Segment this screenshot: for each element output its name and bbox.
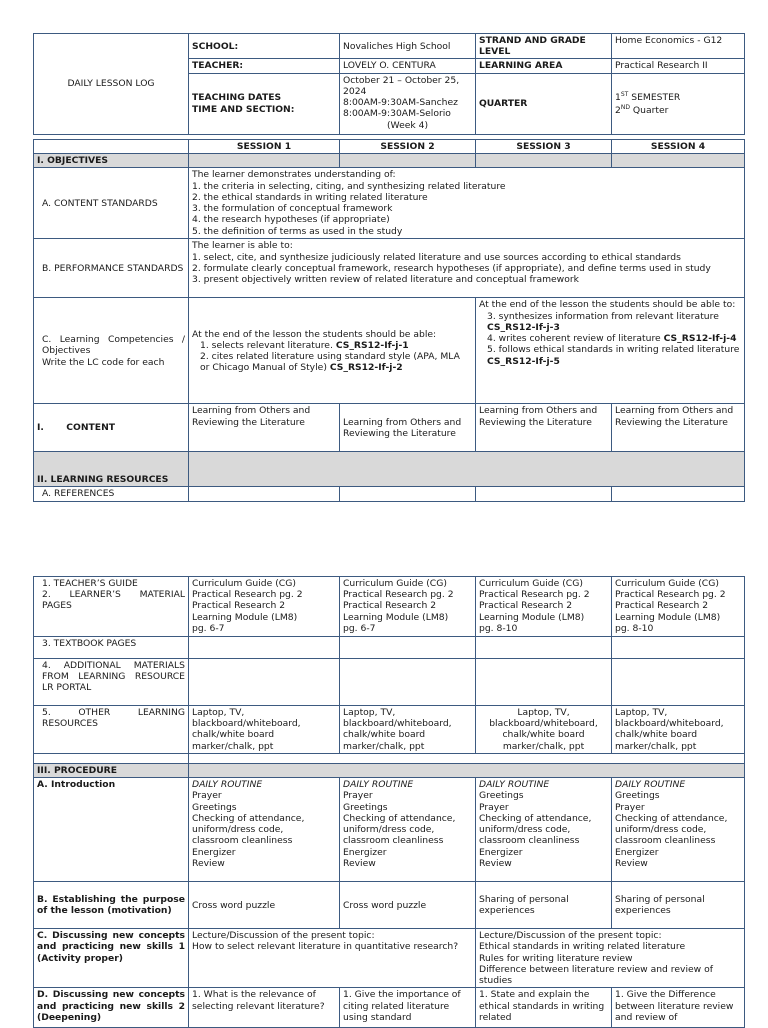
- other-session-2: Laptop, TV, blackboard/whiteboard, chalk/white board marker/chalk, ppt: [340, 706, 476, 754]
- content-session-2: Learning from Others and Reviewing the Literature: [340, 404, 476, 452]
- discussing-2-session-3: 1. State and explain the ethical standards in writing related: [476, 988, 612, 1028]
- purpose-session-4: Sharing of personal experiences: [612, 882, 745, 929]
- competencies-label: C. Learning Competencies / Objectives Write the LC code for each: [34, 298, 189, 404]
- header-table: [33, 33, 745, 135]
- school-label: SCHOOL:: [189, 34, 340, 59]
- purpose-label: B. Establishing the purpose of the lesson (motivation): [34, 882, 189, 929]
- discussing-1-session-3-4: Lecture/Discussion of the present topic: Ethical standards in writing related literature Rules for writing literature review Difference between literature review and review of studies: [476, 929, 745, 988]
- strand-value: Home Economics - G12: [612, 34, 745, 59]
- quarter-line: 2ND Quarter: [615, 103, 669, 116]
- other-resources-label: 5. OTHER LEARNING RESOURCES: [34, 706, 189, 754]
- purpose-session-2: Cross word puzzle: [340, 882, 476, 929]
- teacher-value: LOVELY O. CENTURA: [340, 59, 476, 73]
- content-session-3: Learning from Others and Reviewing the Literature: [476, 404, 612, 452]
- textbook-pages-label: 3. TEXTBOOK PAGES: [34, 637, 189, 659]
- performance-standards-text: The learner is able to: 1. select, cite, and synthesize judiciously related literature and use sources according to ethical standards 2. formulate clearly conceptual framework, research hypotheses (if appropriate), and define terms used in study 3. present objectively written review of related literature and conceptual framework: [189, 239, 745, 298]
- purpose-session-1: Cross word puzzle: [189, 882, 340, 929]
- other-session-1: Laptop, TV, blackboard/whiteboard, chalk/white board marker/chalk, ppt: [189, 706, 340, 754]
- content-session-1: Learning from Others and Reviewing the Literature: [189, 404, 340, 452]
- strand-label: STRAND AND GRADE LEVEL: [476, 34, 612, 59]
- other-session-3: Laptop, TV, blackboard/whiteboard, chalk/white board marker/chalk, ppt: [476, 706, 612, 754]
- daily-lesson-log-title: DAILY LESSON LOG: [34, 34, 189, 135]
- objectives-heading: I. OBJECTIVES: [34, 154, 189, 168]
- semester-line: 1ST SEMESTER: [615, 91, 681, 104]
- lc-code-4: CS_RS12-If-j-4: [663, 333, 737, 345]
- school-value: Novaliches High School: [340, 34, 476, 59]
- session-1-header: SESSION 1: [189, 140, 340, 154]
- competencies-session-3-4: At the end of the lesson the students should be able to: 3. synthesizes information from relevant literature CS_RS12-If-j-3 4. writes coherent review of literature CS_RS12-If-j-4 5. follows ethical standards in writing related literature CS_RS12-If-j-5: [476, 298, 745, 404]
- intro-session-2: DAILY ROUTINE Prayer Greetings Checking of attendance, uniform/dress code, classroom cleanliness Energizer Review: [340, 778, 476, 882]
- content-label: I. CONTENT: [34, 404, 189, 452]
- teaching-week: (Week 4): [386, 119, 429, 131]
- references-label: A. REFERENCES: [34, 487, 189, 501]
- lc-code-2: CS_RS12-If-j-2: [329, 362, 403, 374]
- other-session-4: Laptop, TV, blackboard/whiteboard, chalk/white board marker/chalk, ppt: [612, 706, 745, 754]
- guide-session-1: Curriculum Guide (CG) Practical Research pg. 2 Practical Research 2 Learning Module (LM8) pg. 6-7: [189, 577, 340, 637]
- discussing-2-session-4: 1. Give the Difference between literature review and review of: [612, 988, 745, 1028]
- learning-area-label: LEARNING AREA: [476, 59, 612, 73]
- performance-standards-label: B. PERFORMANCE STANDARDS: [34, 239, 189, 298]
- procedure-heading: III. PROCEDURE: [34, 764, 189, 778]
- teacher-label: TEACHER:: [189, 59, 340, 73]
- purpose-session-3: Sharing of personal experiences: [476, 882, 612, 929]
- lc-code-3: CS_RS12-If-j-3: [487, 321, 560, 333]
- lc-code-5: CS_RS12-If-j-5: [487, 355, 560, 367]
- discussing-1-label: C. Discussing new concepts and practicing new skills 1 (Activity proper): [34, 929, 189, 988]
- content-standards-text: The learner demonstrates understanding of: 1. the criteria in selecting, citing, and synthesizing related literature 2. the ethical standards in writing related literature 3. the formulation of conceptual framework 4. the research hypotheses (if appropriate) 5. the definition of terms as used in the study: [189, 168, 745, 239]
- quarter-value: [612, 73, 745, 134]
- content-standards-label: A. CONTENT STANDARDS: [34, 168, 189, 239]
- teaching-dates-label: TEACHING DATES TIME AND SECTION:: [189, 73, 340, 134]
- content-session-4: Learning from Others and Reviewing the Literature: [612, 404, 745, 452]
- discussing-1-session-1-2: Lecture/Discussion of the present topic: How to select relevant literature in quantitative research?: [189, 929, 476, 988]
- lesson-table-bottom: [33, 576, 745, 1028]
- intro-session-1: DAILY ROUTINE Prayer Greetings Checking of attendance, uniform/dress code, classroom cleanliness Energizer Review: [189, 778, 340, 882]
- introduction-label: A. Introduction: [34, 778, 189, 882]
- guide-session-2: Curriculum Guide (CG) Practical Research pg. 2 Practical Research 2 Learning Module (LM8) pg. 6-7: [340, 577, 476, 637]
- learning-resources-heading: II. LEARNING RESOURCES: [34, 452, 189, 487]
- learning-area-value: Practical Research II: [612, 59, 745, 73]
- discussing-2-session-2: 1. Give the importance of citing related literature using standard: [340, 988, 476, 1028]
- teachers-guide-label: 1. TEACHER’S GUIDE 2. LEARNER’S MATERIAL PAGES: [34, 577, 189, 637]
- discussing-2-label: D. Discussing new concepts and practicing new skills 2 (Deepening): [34, 988, 189, 1028]
- lesson-table-top: [33, 139, 745, 502]
- guide-session-3: Curriculum Guide (CG) Practical Research pg. 2 Practical Research 2 Learning Module (LM8) pg. 8-10: [476, 577, 612, 637]
- intro-session-3: DAILY ROUTINE Greetings Prayer Checking of attendance, uniform/dress code, classroom cleanliness Energizer Review: [476, 778, 612, 882]
- session-3-header: SESSION 3: [476, 140, 612, 154]
- teaching-dates-cell: [340, 73, 476, 134]
- lc-code-1: CS_RS12-If-j-1: [335, 339, 409, 351]
- guide-session-4: Curriculum Guide (CG) Practical Research pg. 2 Practical Research 2 Learning Module (LM8) pg. 8-10: [612, 577, 745, 637]
- discussing-2-session-1: 1. What is the relevance of selecting relevant literature?: [189, 988, 340, 1028]
- quarter-label: QUARTER: [476, 73, 612, 134]
- session-4-header: SESSION 4: [612, 140, 745, 154]
- session-2-header: SESSION 2: [340, 140, 476, 154]
- competencies-session-1-2: At the end of the lesson the students should be able: 1. selects relevant literature. CS_RS12-If-j-1 2. cites related literature using standard style (APA, MLA or Chicago Manual of Style) CS_RS12-If-j-2: [189, 298, 476, 404]
- intro-session-4: DAILY ROUTINE Greetings Prayer Checking of attendance, uniform/dress code, classroom cleanliness Energizer Review: [612, 778, 745, 882]
- additional-materials-label: 4. ADDITIONAL MATERIALS FROM LEARNING RESOURCE LR PORTAL: [34, 659, 189, 706]
- teaching-dates-value: October 21 – October 25, 2024 8:00AM-9:30AM-Sanchez 8:00AM-9:30AM-Selorio: [343, 74, 460, 120]
